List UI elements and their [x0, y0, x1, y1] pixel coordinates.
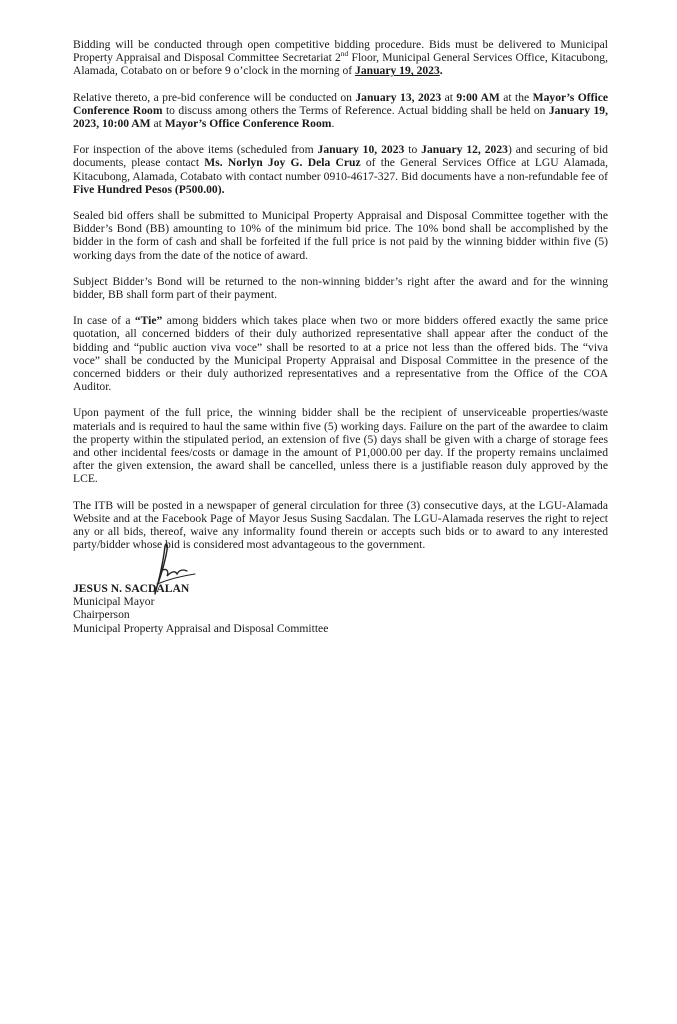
text-segment: among bidders which takes place when two or more bidders offered exactly the same price quotation, all concerned bidders of their duly authorized representative shall appear after the conduct of the bidding and “public auction viva voce” shall be resorted to at a price not less than the offered bids. The “viva voce” shall be conducted by the Municipal Property Appraisal and Disposal Committee in the presence of the concerned bidders or their duly authorized representatives and a representative from the Office of the COA Auditor. [73, 314, 608, 394]
text-segment: Mayor’s Office Conference Room [164, 117, 332, 131]
paragraph [73, 275, 608, 301]
text-segment: Relative thereto, a pre-bid conference will be conducted on [73, 90, 356, 104]
handwritten-signature [141, 540, 201, 598]
text-segment: The ITB will be posted in a newspaper of general circulation for three (3) consecutive days, at the LGU-Alamada Website and at the Facebook Page of Mayor Jesus Susing Sacdalan. The LGU-Alamada reserves the right to reject any or all bids, thereof, waive any informality found therein or accepts such bids or to award to any interested party/bidder whose bid is considered most advantageous to the government. [73, 498, 608, 552]
text-segment: January 19, 2023 [355, 64, 440, 78]
text-segment: In case of a [73, 314, 135, 328]
text-segment: January 12, 2023 [421, 143, 508, 157]
text-segment: 9:00 AM [456, 90, 500, 104]
text-segment: nd [340, 49, 349, 59]
text-segment: ) and securing of bid documents, please contact [73, 143, 608, 170]
text-segment: Sealed bid offers shall be submitted to Municipal Property Appraisal and Disposal Committee together with the Bidder’s Bond (BB) amounting to 10% of the minimum bid price. The 10% bond shall be accomplished by the bidder in the form of cash and shall be forfeited if the full price is not paid by the winning bidder within five (5) working days from the date of the notice of award. [73, 209, 608, 262]
text-segment: . [439, 64, 443, 78]
text-segment: January 19, 2023, 10:00 AM [73, 103, 609, 131]
paragraph [73, 38, 608, 78]
signatory-title: Municipal Mayor [73, 594, 155, 608]
text-segment: Subject Bidder’s Bond will be returned to the non-winning bidder’s right after the award and for the winning bidder, BB shall form part of their payment. [73, 274, 608, 302]
paragraph [73, 143, 608, 196]
text-segment: . [331, 117, 335, 131]
text-segment: Upon payment of the full price, the winning bidder shall be the recipient of unserviceable properties/waste materials and is required to haul the same within five (5) working days. Failure on the part of the awardee to claim the property within the stipulated period, an extension of five (5) days shall be given with a charge of storage fees and other incidental fees/costs or damage in the amount of P1,000.00 per day. If the property remains unclaimed after the given extension, the award shall be cancelled, unless there is a justifiable reason duly approved by the LCE. [73, 406, 608, 486]
paragraph [73, 406, 608, 485]
text-segment: Mayor’s Office Conference Room [73, 90, 608, 117]
text-segment: to discuss among others the Terms of Reference. Actual bidding shall be held on [162, 103, 549, 117]
signatory-name: JESUS N. SACDALAN [73, 581, 190, 595]
paragraph-list [73, 38, 608, 552]
text-segment: Bidding will be conducted through open competitive bidding procedure. Bids must be delivered to Municipal Property Appraisal and Disposal Committee Secretariat 2 [73, 38, 608, 65]
text-segment: at [150, 117, 165, 131]
text-segment: Five Hundred Pesos (P500.00). [73, 182, 225, 196]
document-body [73, 38, 608, 635]
text-segment: January 13, 2023 [355, 90, 442, 104]
paragraph [73, 314, 608, 393]
text-segment: Ms. Norlyn Joy G. Dela Cruz [204, 156, 361, 170]
text-segment: of the General Services Office at LGU Alamada, Kitacubong, Alamada, Cotabato with contact number 0910-4617-327. Bid documents have a non-refundable fee of [73, 156, 608, 183]
text-segment: For inspection of the above items (scheduled from [73, 143, 318, 157]
text-segment: at the [499, 90, 533, 104]
paragraph [73, 91, 608, 131]
text-segment: January 10, 2023 [317, 143, 405, 157]
signatory-role: Chairperson [73, 608, 130, 622]
text-segment: to [404, 143, 422, 157]
text-segment: “Tie” [134, 314, 163, 328]
signature-block [73, 582, 608, 636]
text-segment: Floor, Municipal General Services Office, Kitacubong, Alamada, Cotabato on or before 9 o’clock in the morning of [73, 51, 608, 78]
text-segment: at [441, 90, 457, 104]
signatory-committee: Municipal Property Appraisal and Disposal Committee [73, 621, 329, 635]
paragraph [73, 209, 608, 262]
